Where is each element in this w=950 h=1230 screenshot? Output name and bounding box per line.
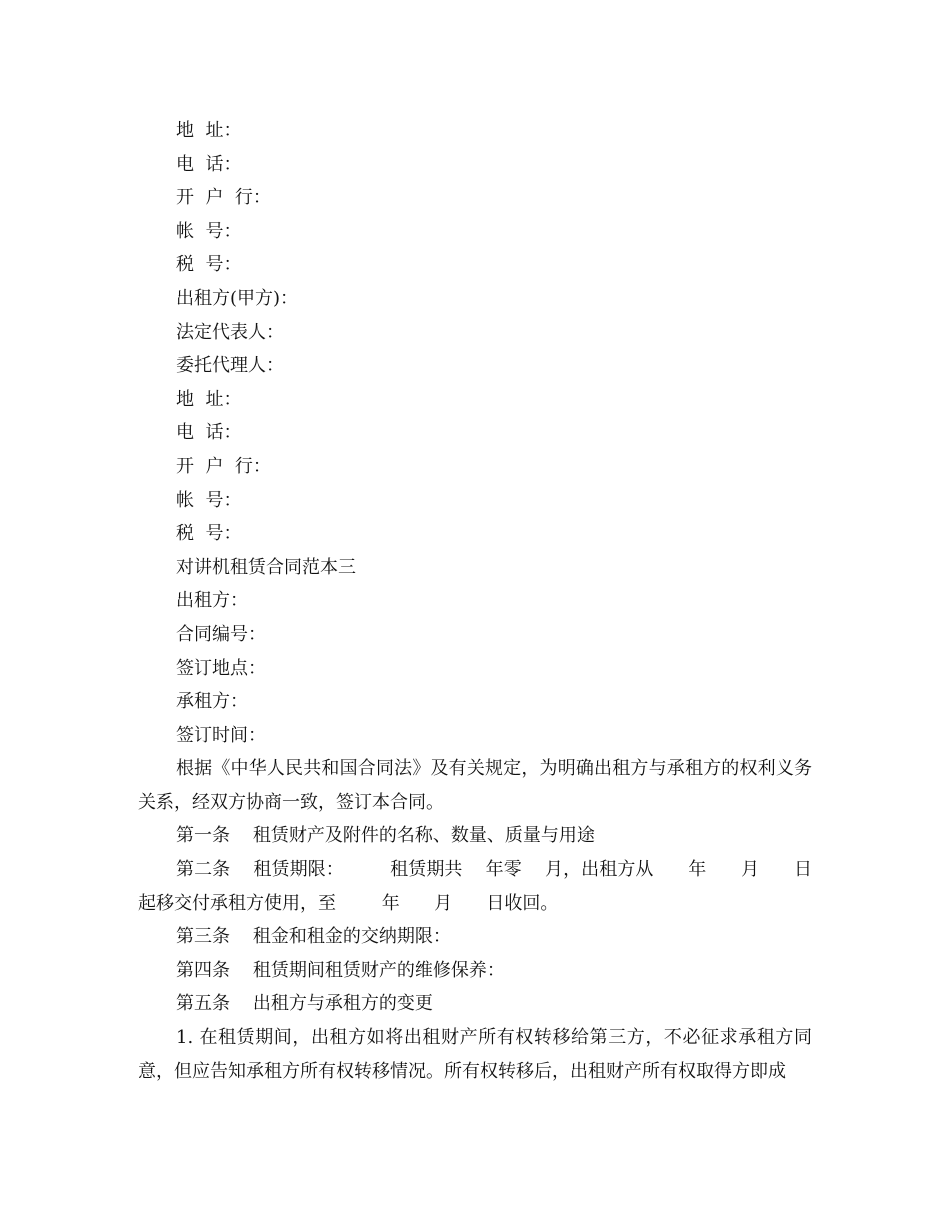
lessor-label: 出租方(甲方)： xyxy=(176,287,299,309)
sign-place-label: 签订地点： xyxy=(176,657,266,679)
contract-lessee-label: 承租方： xyxy=(176,691,248,713)
lessor-tax-id-label: 税 号： xyxy=(176,523,242,545)
contract-number-label: 合同编号： xyxy=(176,623,266,645)
lessor-agent-label: 委托代理人： xyxy=(176,355,284,377)
sign-time-label: 签订时间： xyxy=(176,724,266,746)
clause-1: 1. 在租赁期间，出租方如将出租财产所有权转移给第三方，不必征求承租方同意，但应告知承租方所有权转移情况。所有权转移后，出租财产所有权取得方即成 xyxy=(138,1027,812,1082)
lessor-account-label: 帐 号： xyxy=(176,489,242,511)
article-4: 第四条 租赁期间租赁财产的维修保养： xyxy=(176,959,505,981)
lessor-phone-label: 电 话： xyxy=(176,422,242,444)
lessee-tax-id-label: 税 号： xyxy=(176,254,242,276)
contract-lessor-label: 出租方： xyxy=(176,590,248,612)
lessor-address-label: 地 址： xyxy=(176,388,242,410)
lessee-bank-label: 开 户 行： xyxy=(176,187,271,209)
lessee-phone-label: 电 话： xyxy=(176,153,242,175)
lessor-bank-label: 开 户 行： xyxy=(176,455,271,477)
article-1: 第一条 租赁财产及附件的名称、数量、质量与用途 xyxy=(176,825,595,847)
article-2: 第二条 租赁期限： 租赁期共 年零 月，出租方从 年 月 日起移交付承租方使用，至 年 月 日收回。 xyxy=(138,859,812,914)
contract-title: 对讲机租赁合同范本三 xyxy=(176,556,356,578)
intro-paragraph: 根据《中华人民共和国合同法》及有关规定，为明确出租方与承租方的权利义务关系，经双方协商一致，签订本合同。 xyxy=(138,758,812,813)
article-3: 第三条 租金和租金的交纳期限： xyxy=(176,926,451,948)
lessor-legal-rep-label: 法定代表人： xyxy=(176,321,284,343)
lessee-account-label: 帐 号： xyxy=(176,220,242,242)
article-5: 第五条 出租方与承租方的变更 xyxy=(176,993,433,1015)
lessee-address-label: 地 址： xyxy=(176,120,242,141)
document-page xyxy=(138,114,812,1088)
